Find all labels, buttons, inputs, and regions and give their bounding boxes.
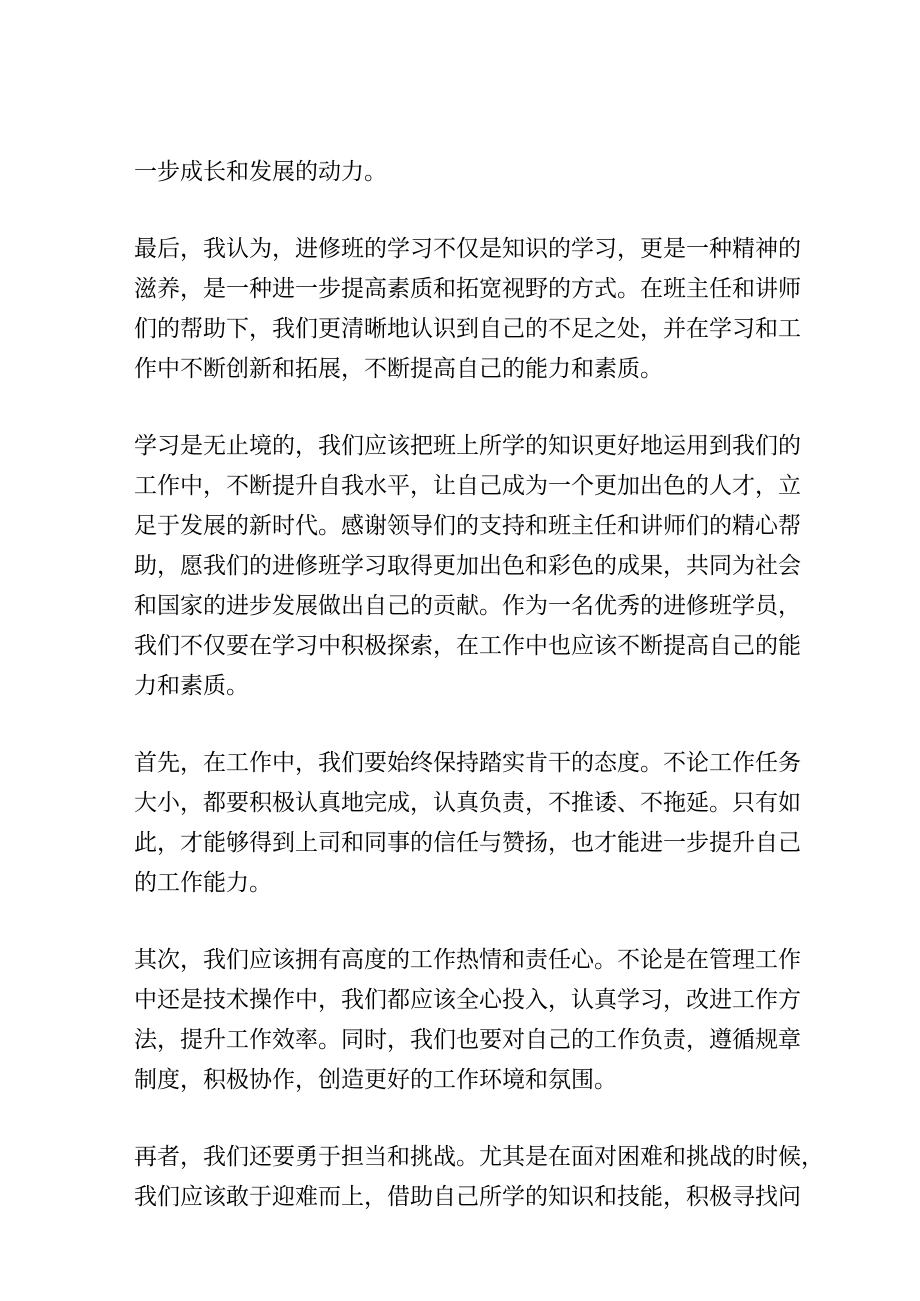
paragraph-6 [134,1137,824,1217]
text-line: 工作中，不断提升自我水平，让自己成为一个更加出色的人才，立 [134,473,801,499]
text-line: 们的帮助下，我们更清晰地认识到自己的不足之处，并在学习和工 [134,316,801,342]
text-line: 最后，我认为，进修班的学习不仅是知识的学习，更是一种精神的 [134,236,801,262]
paragraph-5 [134,940,806,1100]
text-line: 力和素质。 [134,673,249,699]
text-line: 的工作能力。 [134,870,272,896]
paragraph-2 [134,229,806,389]
paragraph-4 [134,743,806,903]
paragraph-3 [134,426,806,706]
text-line: 制度，积极协作，创造更好的工作环境和氛围。 [134,1067,617,1093]
text-line: 我们应该敢于迎难而上，借助自己所学的知识和技能，积极寻找问 [134,1184,801,1210]
text-line: 此，才能够得到上司和同事的信任与赞扬，也才能进一步提升自己 [134,830,801,856]
text-line: 法，提升工作效率。同时，我们也要对自己的工作负责，遵循规章 [134,1027,801,1053]
text-line: 助，愿我们的进修班学习取得更加出色和彩色的成果，共同为社会 [134,553,801,579]
text-line: 和国家的进步发展做出自己的贡献。作为一名优秀的进修班学员， [134,593,801,619]
text-line: 滋养，是一种进一步提高素质和拓宽视野的方式。在班主任和讲师 [134,276,801,302]
text-line: 中还是技术操作中，我们都应该全心投入，认真学习，改进工作方 [134,987,801,1013]
text-line: 其次，我们应该拥有高度的工作热情和责任心。不论是在管理工作 [134,947,801,973]
text-line: 作中不断创新和拓展，不断提高自己的能力和素质。 [134,356,663,382]
text-line: 一步成长和发展的动力。 [134,159,387,185]
text-line: 大小，都要积极认真地完成，认真负责，不推诿、不拖延。只有如 [134,790,801,816]
text-line: 我们不仅要在学习中积极探索，在工作中也应该不断提高自己的能 [134,633,801,659]
text-line: 足于发展的新时代。感谢领导们的支持和班主任和讲师们的精心帮 [134,513,801,539]
text-line: 再者，我们还要勇于担当和挑战。尤其是在面对困难和挑战的时候， [134,1144,824,1170]
text-line: 学习是无止境的，我们应该把班上所学的知识更好地运用到我们的 [134,433,801,459]
text-line: 首先，在工作中，我们要始终保持踏实肯干的态度。不论工作任务 [134,750,801,776]
paragraph-1 [134,152,806,192]
document-body [134,152,824,1254]
